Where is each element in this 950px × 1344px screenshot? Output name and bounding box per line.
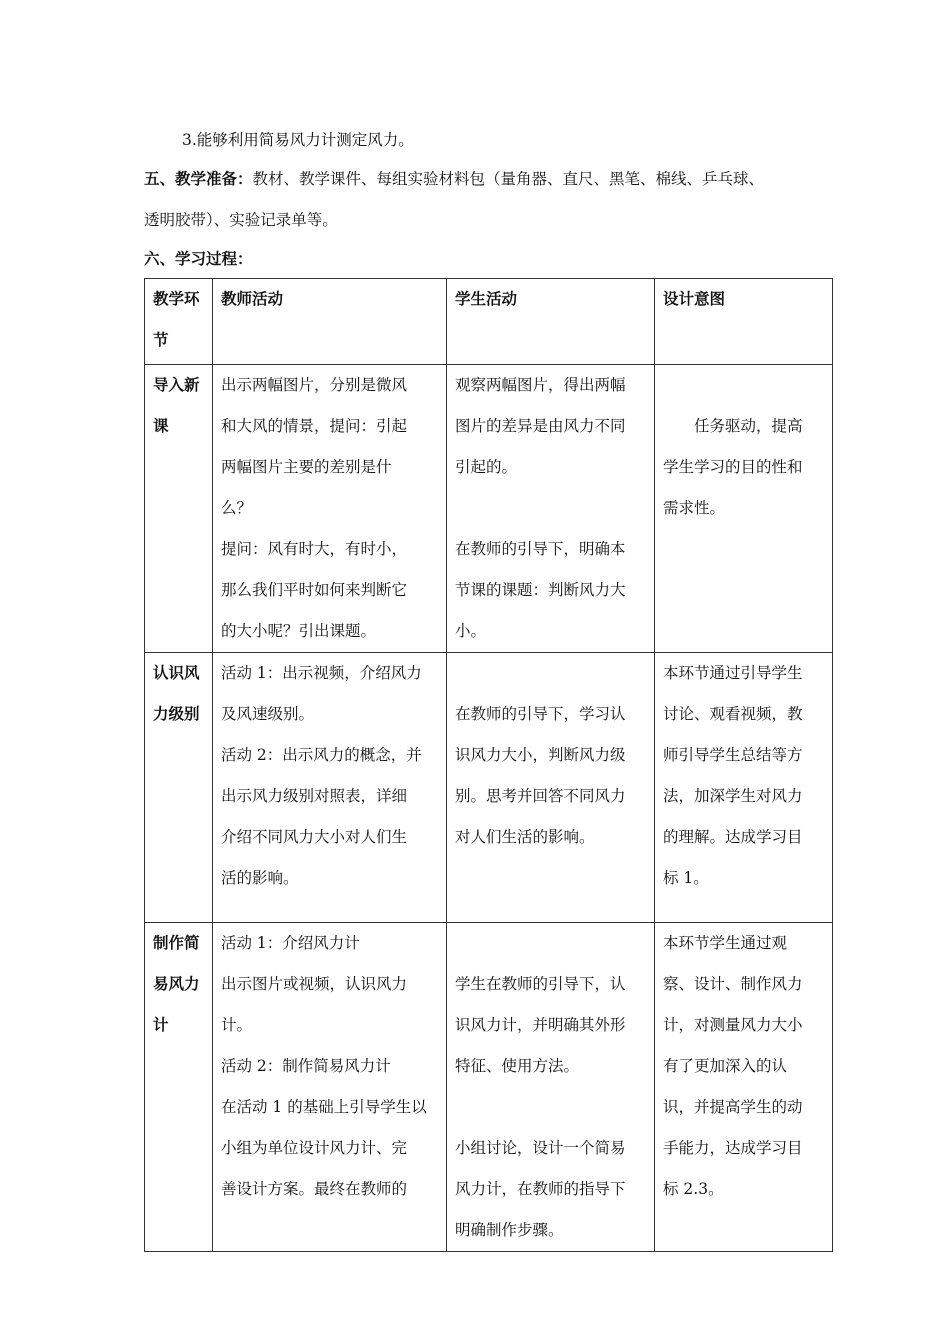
table-row <box>145 653 833 923</box>
cell-student <box>447 365 655 653</box>
prep-text: 教材、教学课件、每组实验材料包（量角器、直尺、黑笔、棉线、乒乓球、 <box>252 170 765 188</box>
process-heading: 六、学习过程： <box>144 250 253 268</box>
cell-stage <box>145 653 213 923</box>
header-student: 学生活动 <box>447 279 655 365</box>
intent-text: 本环节学生通过观 察、设计、制作风力 计，对测量风力大小 有了更加深入的认 识，并提高学生的动 手能力，达成学习目 标 2.3。 <box>663 934 803 1198</box>
teacher-text: 出示两幅图片，分别是微风 和大风的情景，提问：引起 两幅图片主要的差别是什 么？ 提问：风有时大，有时小， 那么我们平时如何来判断它 的大小呢？引出课题。 <box>221 376 408 640</box>
student-text: 学生在教师的引导下，认 识风力计，并明确其外形 特征、使用方法。 小组讨论，设计一个简易 风力计，在教师的指导下 明确制作步骤。 <box>455 975 626 1239</box>
cell-teacher <box>213 923 447 1252</box>
student-text: 观察两幅图片，得出两幅 图片的差异是由风力不同 引起的。 在教师的引导下，明确本 节课的课题：判断风力大 小。 <box>455 376 626 640</box>
table-row <box>145 365 833 653</box>
student-text: 在教师的引导下，学习认 识风力大小，判断风力级 别。思考并回答不同风力 对人们生活的影响。 <box>455 705 626 846</box>
cell-intent <box>655 365 833 653</box>
cell-intent <box>655 653 833 923</box>
header-teacher: 教师活动 <box>213 279 447 365</box>
cell-teacher <box>213 653 447 923</box>
stage-text: 认识风 力级别 <box>153 664 200 723</box>
intent-text: 本环节通过引导学生 讨论、观看视频，教 师引导学生总结等方 法，加深学生对风力 的理解。达成学习目 标 1。 <box>663 664 803 887</box>
header-stage: 教学环 节 <box>145 279 213 365</box>
teacher-text: 活动 1：介绍风力计 出示图片或视频，认识风力 计。 活动 2：制作简易风力计 在活动 1 的基础上引导学生以 小组为单位设计风力计、完 善设计方案。最终在教师的 <box>221 934 427 1198</box>
table-header-row <box>145 279 833 365</box>
goal-3: 3.能够利用简易风力计测定风力。 <box>182 131 414 149</box>
prep-heading: 五、教学准备： <box>144 170 253 188</box>
cell-stage <box>145 365 213 653</box>
cell-student <box>447 923 655 1252</box>
lesson-table <box>144 278 833 1252</box>
stage-text: 制作简 易风力 计 <box>153 934 200 1034</box>
prep-line-1 <box>144 167 764 189</box>
table-row <box>145 923 833 1252</box>
teacher-text: 活动 1：出示视频，介绍风力 及风速级别。 活动 2：出示风力的概念，并 出示风力级别对照表，详细 介绍不同风力大小对人们生 活的影响。 <box>221 664 422 887</box>
stage-text: 导入新 课 <box>153 376 200 435</box>
header-intent: 设计意图 <box>655 279 833 365</box>
cell-teacher <box>213 365 447 653</box>
cell-stage <box>145 923 213 1252</box>
prep-line-2: 透明胶带）、实验记录单等。 <box>144 211 338 229</box>
cell-intent <box>655 923 833 1252</box>
cell-student <box>447 653 655 923</box>
intent-text: 任务驱动，提高 学生学习的目的性和 需求性。 <box>663 417 803 517</box>
